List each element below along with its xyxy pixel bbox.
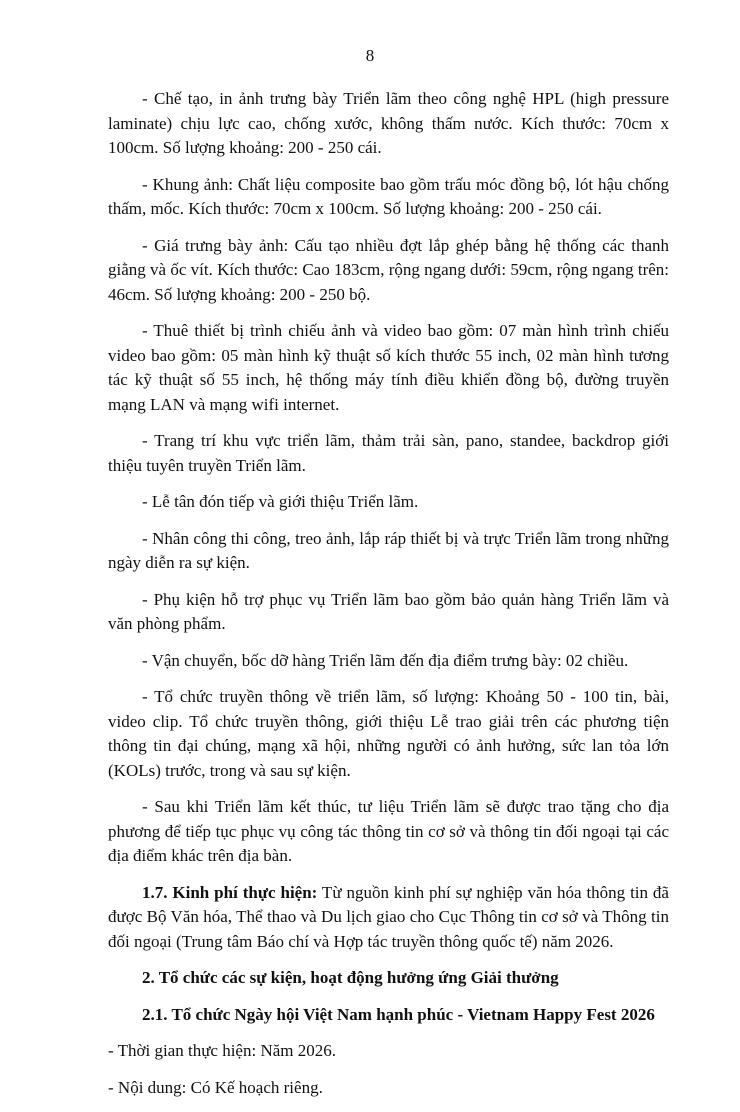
paragraph-after-exhibition: - Sau khi Triển lãm kết thúc, tư liệu Triển lãm sẽ được trao tặng cho địa phương để tiếp tục phục vụ công tác thông tin cơ sở và thông tin đối ngoại tại các địa điểm khác trên địa bàn. [108,797,669,865]
paragraph-display-stand: - Giá trưng bày ảnh: Cấu tạo nhiều đợt lắp ghép bằng hệ thống các thanh giằng và ốc vít. Kích thước: Cao 183cm, rộng ngang dưới: 59cm, rộng ngang trên: 46cm. Số lượng khoảng: 200 - 250 bộ. [108,235,669,304]
page-number: 8 [365,46,375,65]
heading-section-2: 2. Tổ chức các sự kiện, hoạt động hưởng ứng Giải thưởng [142,968,559,987]
paragraph-accessories: - Phụ kiện hỗ trợ phục vụ Triển lãm bao gồm bảo quản hàng Triển lãm và văn phòng phẩm. [108,589,669,633]
section-1-7-text: Từ nguồn kinh phí sự nghiệp văn hóa thông tin đã được Bộ Văn hóa, Thể thao và Du lịch giao cho Cục Thông tin cơ sở và Thông tin đối ngoại (Trung tâm Báo chí và Hợp tác truyền thông quốc tế) năm 2026. [108,882,669,951]
paragraph-transport: - Vận chuyển, bốc dỡ hàng Triển lãm đến địa điểm trưng bày: 02 chiều. [142,650,629,670]
paragraph-labor: - Nhân công thi công, treo ảnh, lắp ráp thiết bị và trực Triển lãm trong những ngày diễn ra sự kiện. [108,528,669,572]
document-body [108,87,669,1112]
section-1-7-funding [108,881,669,955]
paragraph-hpl-printing: - Chế tạo, in ảnh trưng bày Triển lãm theo công nghệ HPL (high pressure laminate) chịu lực cao, chống xước, không thấm nước. Kích thước: 70cm x 100cm. Số lượng khoảng: 200 - 250 cái. [108,89,669,157]
paragraph-photo-frame: - Khung ảnh: Chất liệu composite bao gồm trấu móc đồng bộ, lót hậu chống thấm, mốc. Kích thước: 70cm x 100cm. Số lượng khoảng: 200 - 250 cái. [108,174,669,218]
section-1-7-lead: 1.7. Kinh phí thực hiện: [142,882,318,902]
paragraph-reception: - Lễ tân đón tiếp và giới thiệu Triển lãm. [142,492,419,511]
paragraph-decoration: - Trang trí khu vực triển lãm, thảm trải sàn, pano, standee, backdrop giới thiệu tuyên truyền Triển lãm. [108,431,669,475]
paragraph-media: - Tổ chức truyền thông về triển lãm, số lượng: Khoảng 50 - 100 tin, bài, video clip. Tổ chức truyền thông, giới thiệu Lễ trao giải trên các phương tiện thông tin đại chúng, mạng xã hội, những người có ảnh hưởng, sức lan tỏa lớn (KOLs) trước, trong và sau sự kiện. [108,687,669,780]
heading-section-2-1: 2.1. Tổ chức Ngày hội Việt Nam hạnh phúc - Vietnam Happy Fest 2026 [142,1004,655,1024]
item-2-1-content: - Nội dung: Có Kế hoạch riêng. [108,1077,323,1097]
paragraph-projection-equipment: - Thuê thiết bị trình chiếu ảnh và video bao gồm: 07 màn hình trình chiếu video bao gồm: 05 màn hình kỹ thuật số kích thước 55 inch, 02 màn hình tương tác kỹ thuật số 55 inch, hệ thống máy tính điều khiển đồng bộ, đường truyền mạng LAN và mạng wifi internet. [108,321,669,414]
item-2-1-time: - Thời gian thực hiện: Năm 2026. [108,1041,336,1060]
